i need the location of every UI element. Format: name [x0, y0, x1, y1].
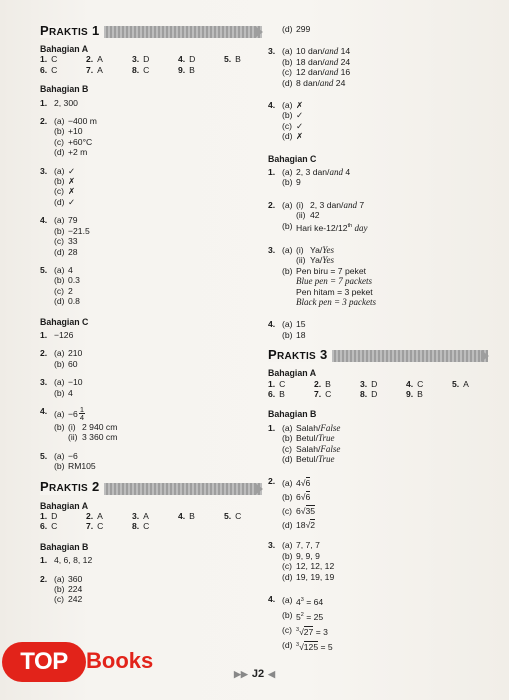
- p1-mcq-row-1: [40, 54, 262, 64]
- mcq-answer: 1. C: [40, 54, 58, 65]
- logo-books-text: Books: [86, 648, 154, 673]
- mcq-answer: 7. A: [86, 64, 103, 75]
- p2-b-q2-start: 2. (a) 360 (b) 224 (c) 242: [40, 573, 83, 605]
- praktis-3-title: PRAKTIS 3: [268, 350, 332, 362]
- p3-b-q1: 1. (a) Salah/False (b) Betul/True (c) Salah/False (d) Betul/True: [268, 422, 341, 465]
- p2-c-q3: 3. (a) (i) Ya/Yes (ii) Ya/Yes (b) Pen biru = 7 peket Blue pen = 7 packets Pen hitam = 3 peket Black pen = 3 packets: [268, 244, 377, 307]
- mcq-answer: 2. A: [86, 54, 103, 65]
- p1-c-q2: 2. (a) 210 (b) 60: [40, 348, 83, 369]
- mcq-answer: 8. C: [132, 521, 150, 532]
- mcq-answer: 4. C: [406, 378, 424, 389]
- mcq-answer: 5. A: [452, 378, 469, 389]
- p1-b-q1: 1. 2, 300: [40, 97, 78, 108]
- mcq-answer: 8. D: [360, 389, 378, 400]
- mcq-answer: 6. B: [268, 389, 285, 400]
- triangle-left-icon: ◀: [268, 669, 275, 679]
- mcq-answer: 1. D: [40, 511, 58, 521]
- mcq-answer: 3. D: [132, 54, 150, 65]
- p2-b-q2-cont: (d) 299: [282, 24, 311, 34]
- mcq-answer: 2. A: [86, 511, 103, 521]
- mcq-answer: 7. C: [314, 389, 332, 400]
- mcq-answer: 7. C: [86, 521, 104, 532]
- p1-section-a-heading: Bahagian A: [40, 44, 89, 54]
- mcq-answer: 3. A: [132, 511, 149, 521]
- p2-b-q3: 3. (a) 10 dan/and 14 (b) 18 dan/and 24 (c) 12 dan/and 16 (d) 8 dan/and 24: [268, 46, 351, 88]
- p1-c-q4: 4. (a) −6 1 4 (b) (i) 2 940 cm (ii) 3 360 cm: [40, 404, 118, 443]
- p1-b-q2: 2. (a) −400 m (b) +10 (c) +60°C (d) +2 m: [40, 116, 97, 158]
- praktis-1-header: [40, 24, 262, 40]
- mcq-answer: 6. C: [40, 64, 58, 75]
- p1-section-c-heading: Bahagian C: [40, 316, 89, 327]
- logo-top-badge: TOP: [2, 642, 86, 682]
- p1-mcq-row-2: [40, 65, 262, 75]
- fraction: 1 4: [79, 404, 84, 423]
- mcq-answer: 5. B: [224, 54, 241, 65]
- p2-c-q1: 1. (a) 2, 3 dan/and 4 (b) 9: [268, 167, 351, 188]
- p1-b-q4: 4. (a) 79 (b) −21.5 (c) 33 (d) 28: [40, 215, 90, 257]
- p2-c-q2: 2. (a) (i) 2, 3 dan/and 7 (ii) 42 (b) Hari ke-12/12th day: [268, 199, 368, 233]
- p3-mcq-row-2: [268, 389, 488, 399]
- p3-b-q2: 2. (a) 4√6 (b) 6√6 (c) 6√35 (d) 18√2: [268, 476, 316, 531]
- mcq-answer: 6. C: [40, 521, 58, 532]
- p3-b-q4: 4. (a) $4^3 = 64$ (b) $5^2 = 25$ (c) $^3$√27 = 3 (d) $^3$√125 = 5: [268, 594, 333, 652]
- p3-section-a-heading: Bahagian A: [268, 368, 317, 379]
- mcq-answer: 2. B: [314, 378, 331, 389]
- triangle-right-icon: ▶▶: [233, 669, 248, 679]
- p2-mcq-row-2: [40, 521, 262, 531]
- mcq-answer: 4. B: [178, 511, 195, 521]
- mcq-answer: 1. C: [268, 378, 286, 389]
- mcq-answer: 4. D: [178, 54, 196, 65]
- p2-b-q1: 1. 4, 6, 8, 12: [40, 555, 93, 566]
- p2-mcq-row-1: [40, 511, 262, 521]
- mcq-answer: 9. B: [406, 389, 423, 400]
- mcq-answer: 3. D: [360, 378, 378, 389]
- praktis-3-header: [268, 348, 488, 364]
- p1-c-q3: 3. (a) −10 (b) 4: [40, 377, 83, 398]
- mcq-answer: 9. B: [178, 64, 195, 75]
- p1-c-q1: 1. −126: [40, 329, 74, 340]
- right-column: [268, 24, 488, 654]
- p1-b-q5: 5. (a) 4 (b) 0.3 (c) 2 (d) 0.8: [40, 264, 80, 307]
- p3-b-q3: 3. (a) 7, 7, 7 (b) 9, 9, 9 (c) 12, 12, 12 (d) 19, 19, 19: [268, 540, 335, 582]
- page-number: ▶▶ J2 ◀: [233, 668, 275, 680]
- praktis-2-title: PRAKTIS 2: [40, 482, 104, 494]
- p1-c-q5: 5. (a) −6 (b) RM105: [40, 450, 96, 472]
- mcq-answer: 5. C: [224, 511, 242, 521]
- p2-section-c-heading: Bahagian C: [268, 153, 317, 164]
- left-column: [40, 24, 262, 605]
- p2-section-a-heading: Bahagian A: [40, 500, 89, 511]
- praktis-2-header: [40, 481, 262, 497]
- p2-section-b-heading: Bahagian B: [40, 541, 89, 552]
- p1-b-q3: 3. (a) ✓ (b) ✗ (c) ✗ (d) ✓: [40, 165, 76, 207]
- p2-c-q4: 4. (a) 15 (b) 18: [268, 319, 306, 340]
- mcq-answer: 8. C: [132, 64, 150, 75]
- p3-section-b-heading: Bahagian B: [268, 409, 317, 420]
- topbooks-logo: [0, 636, 180, 700]
- p3-mcq-row-1: [268, 379, 488, 389]
- p1-section-b-heading: Bahagian B: [40, 84, 89, 95]
- praktis-1-title: PRAKTIS 1: [40, 26, 104, 38]
- p2-b-q4: 4. (a) ✗ (b) ✓ (c) ✓ (d) ✗: [268, 100, 304, 142]
